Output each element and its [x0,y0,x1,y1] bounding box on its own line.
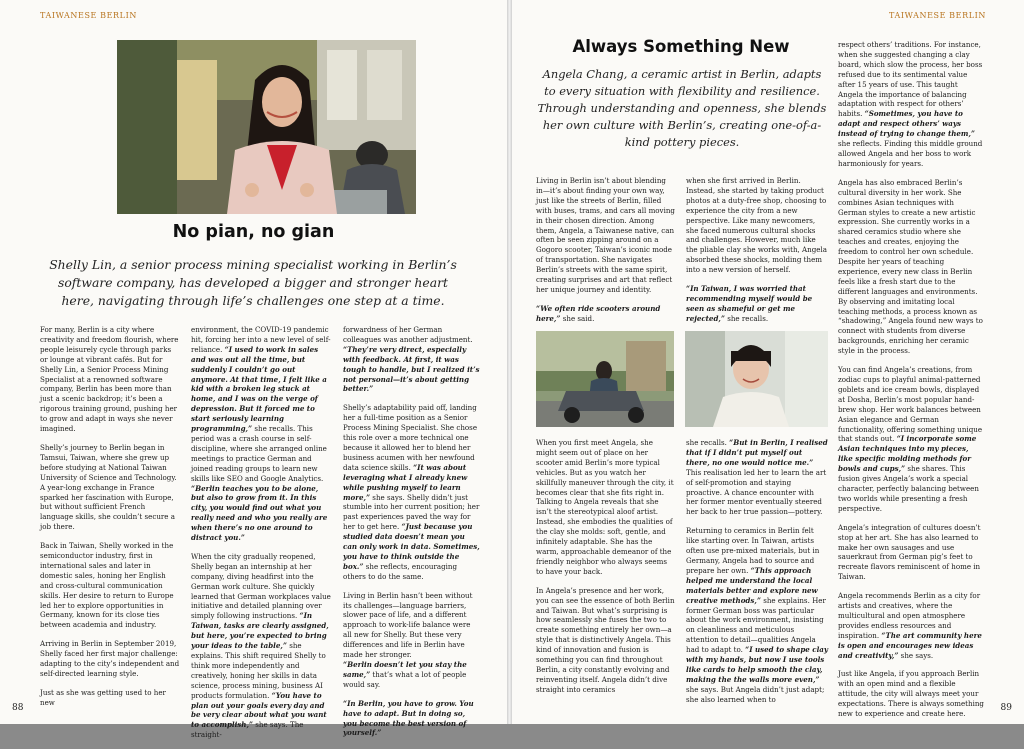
paragraph: she recalls. “But in Berlin, I realised that if I didn’t put myself out there, no one would notice me.” This realisation led her to learn the art of self-promotion and staying proactive. A chance encounter with her former mentor eventually steered her back to her true passion—pottery. [686,438,828,517]
paragraph: “In Berlin, you have to grow. You have to adapt. But in doing so, you become the best version of yourself.” [343,698,474,738]
paragraph: In Angela’s presence and her work, you can see the essence of both Berlin and Taiwan. But what’s surprising is how seamlessly she fuses the two to create something entirely her own—a style that is distinctively Angela. This kind of innovation and fusion is something you can find throughout Berlin, a city constantly evolving and reinventing itself. Angela didn’t dive straight into ceramics [536,585,675,694]
page-number: 89 [1000,703,1012,713]
article-lede: Shelly Lin, a senior process mining specialist working in Berlin’s software company, has developed a bigger and stronger heart here, navigating through life’s challenges one step at a time. [49,257,457,308]
paragraph: Just as she was getting used to her new [40,687,166,707]
article-lede: Angela Chang, a ceramic artist in Berlin, adapts to every situation with flexibility and resilience. Through understanding and openness, she blends her own culture with Berlin’s, creating one-of-a-kind pottery pieces. [537,67,827,149]
text-column-1 [40,325,180,717]
paragraph: When the city gradually reopened, Shelly began an internship at her company, diving headfirst into the German work culture. She quickly learned that German workplaces value initiative and detailed planning over simply following instructions. “In Taiwan, tasks are clearly assigned, but here, you’re expected to bring your ideas to the table,” she explains. This shift required Shelly to think more independently and creatively, honing her skills in data science, process mining, business AI products formulation. “You have to plan out your goals every day and be very clear about what you want to accomplish,” she says. The straight- [191,551,331,740]
paragraph: Angela recommends Berlin as a city for artists and creatives, where the multicultural and open atmosphere provides endless resources and inspiration. “The art community here is open and encourages new ideas and creativity,” she says. [838,591,982,660]
paragraph: “In Taiwan, I was worried that recommending myself would be seen as shameful or get me rejected,” she recalls. [686,284,813,323]
paragraph: When you first meet Angela, she might seem out of place on her scooter amid Berlin’s more typical vehicles. But as you watch her skillfully maneuver through the city, it becomes clear that she fits right in. Talking to Angela reveals that she isn’t the stereotypical aloof artist. Instead, she embodies the qualities of the clay she molds: soft, gentle, and infinitely adaptable. She has the warm, approachable demeanor of the friendly neighbor who always seems to have your back. [536,438,674,576]
paragraph: when she first arrived in Berlin. Instead, she started by taking product photos at a duty-free shop, choosing to experience the city from a new perspective. Like many newcomers, she faced numerous cultural shocks and challenges. However, much like the pliable clay she works with, Angela absorbed these shocks, molding them into a new version of herself. [686,176,827,275]
paragraph: “We often ride scooters around here,” she said. [536,303,661,323]
paragraph: Arriving in Berlin in September 2019, Shelly faced her first major challenge: adapting to the city’s independent and self-directed learning style. [40,639,180,678]
text-column-3 [343,325,481,747]
paragraph: environment, the COVID-19 pandemic hit, forcing her into a new level of self-reliance. “I used to work in sales and was out all the time, but suddenly I couldn’t go out anymore. At that time, I felt like a kid with a broken leg stuck at home, and I was on the verge of depression. But it forced me to start seriously learning programming,” she recalls. This period was a crash course in self-discipline, where she arranged online meetings to practice German and joined reading groups to learn new skills like SEO and Google Analytics. “Berlin teaches you to be alone, but also to grow from it. In this city, you would find out what you really need and who you really are when there’s no one around to distract you.” [191,325,331,543]
paragraph: “Berlin doesn’t let you stay the same,” that’s what a lot of people would say. [343,660,467,689]
paragraph: You can find Angela’s creations, from zodiac cups to playful animal-patterned goblets and ice cream bowls, displayed at Dosha, Berlin’s most popular hand-brew shop. Her work balances between Asian elegance and German functionality, offering something unique that stands out. “I incorporate some Asian techniques into my pieces, like specific molding methods for bowls and cups,” she shares. This fusion gives Angela’s work a special character, perfectly balancing between two worlds while presenting a fresh perspective. [838,365,983,513]
paragraph: Shelly’s adaptability paid off, landing her a full-time position as a Senior Process Mining Specialist. She chose this role over a more technical one because it allowed her to blend her business acumen with her newfound data science skills. “It was about leveraging what I already knew while pushing myself to learn more,” she says. Shelly didn’t just stumble into her current position; her past experiences paved the way for her to get here. “Just because you studied data doesn’t mean you can only work in data. Sometimes, you have to think outside the box.” she reflects, encouraging others to do the same. [343,403,480,581]
left-page [0,0,507,740]
portrait-photo-angela [685,331,828,427]
text-column-2-bottom [686,438,828,714]
text-column-2 [191,325,334,749]
paragraph: Shelly’s journey to Berlin began in Tamsui, Taiwan, where she grew up before studying at National Taiwan University of Science and Technology. A year-long exchange in France sparked her fascination with Europe, but without sufficient French language skills, she couldn’t secure a job there. [40,442,177,532]
running-head: TAIWANESE BERLIN [889,11,986,20]
paragraph: Living in Berlin hasn’t been without its challenges—language barriers, slower pace of life, and a different approach to work-life balance were all new for Shelly. But these very differences and life in Berlin have made her stronger. [343,590,473,660]
page-number: 88 [12,703,24,713]
paragraph: forwardness of her German colleagues was another adjustment. “They’re very direct, especially with feedback. At first, it was tough to handle, but I realized it’s not personal—it’s about getting better.” [343,325,480,394]
paragraph: Returning to ceramics in Berlin felt like starting over. In Taiwan, artists often use pre-mixed materials, but in Germany, Angela had to source and prepare her own. “This approach helped me understand the local materials better and explore new creative methods,” she explains. Her former German boss was particular about the work environment, insisting on cleanliness and meticulous attention to detail—qualities Angela had to adapt to. “I used to shape clay with my hands, but now I use tools like cards to help smooth the clay, making the the walls more even,” she says. But Angela didn’t just adapt; she also learned when to [686,526,828,704]
paragraph: Just like Angela, if you approach Berlin with an open mind and a flexible attitude, the city will always meet your expectations. There is always something new to experience and create here. [838,669,984,719]
paragraph: Angela has also embraced Berlin’s cultural diversity in her work. She combines Asian techniques with German styles to create a new artistic expression. She currently works in a shared ceramics studio where she teaches and creates, enjoying the freedom to control her own schedule. Despite her years of teaching experience, every new class in Berlin feels like a fresh start due to the different languages and environments. By observing and imitating local teaching methods, a process known as “shadowing,” Angela found new ways to connect with students from diverse backgrounds, enriching her ceramic style in the process. [838,177,983,356]
article-title: Always Something New [572,37,790,56]
text-column-1-bottom [536,438,675,704]
paragraph: Back in Taiwan, Shelly worked in the semiconductor industry, first in international sales and later in domestic sales, honing her English and cross-cultural communication skills. Her desire to return to Europe led her to explore opportunities in Germany, known for its close ties between academia and industry. [40,541,174,630]
right-page [512,0,1024,724]
portrait-photo-shelly [117,40,416,214]
paragraph: Living in Berlin isn’t about blending in—it’s about finding your own way, just like the streets of Berlin, filled with buses, trams, and cars all moving in their chosen direction. Among them, Angela, a Taiwanese native, can often be seen zipping around on a Gogoro scooter, Taiwan’s iconic mode of transportation. She navigates Berlin’s streets with the same spirit, creating surprises and art that reflect her unique journey and identity. [536,176,675,294]
text-column-2-top [686,176,828,333]
text-column-3 [838,40,984,728]
article-title: No pian, no gian [172,222,335,242]
text-column-1-top [536,176,675,333]
paragraph: respect others’ traditions. For instance, when she suggested changing a clay board, which slow the process, her boss refused due to its sentimental value after 15 years of use. This taught Angela the importance of balancing adaptation with respect for others’ habits. “Sometimes, you have to adapt and respect others’ ways instead of trying to change them,” she reflects. Finding this middle ground allowed Angela and her boss to work harmoniously for years. [838,40,983,168]
running-head: TAIWANESE BERLIN [40,11,137,20]
scooter-photo-angela [536,331,674,427]
paragraph: Angela’s integration of cultures doesn’t stop at her art. She has also learned to make her own sausages and use sauerkraut from German pig’s feet to recreate flavors reminiscent of home in Taiwan. [838,522,981,582]
paragraph: For many, Berlin is a city where creativity and freedom flourish, where people leisurely cycle through parks or lounge at vibrant cafés. But for Shelly Lin, a Senior Process Mining Specialist at a renowned software company, Berlin has been more than just a scenic backdrop; it’s been a rigorous training ground, pushing her to grow and adapt in ways she never imagined. [40,325,179,434]
